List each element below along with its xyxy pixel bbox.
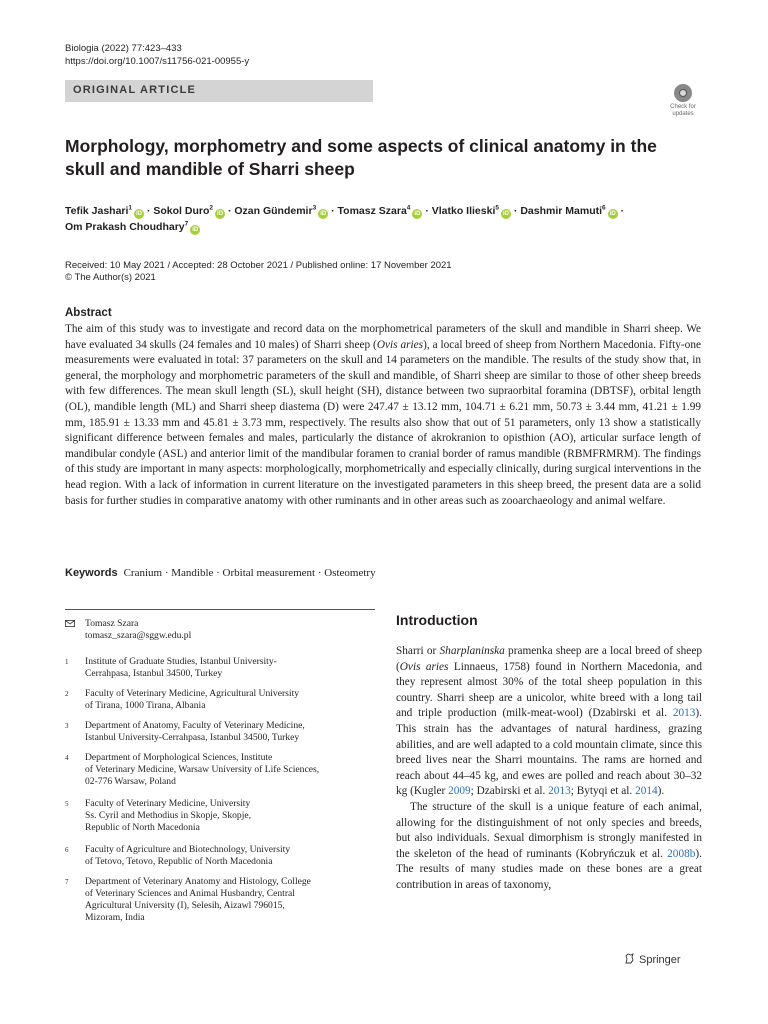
citation-link[interactable]: 2009 [448,785,471,798]
author-name[interactable]: Tomasz Szara [337,205,407,217]
orcid-icon[interactable]: iD [503,211,509,217]
check-updates-icon [674,84,692,102]
citation-link[interactable]: 2014 [635,785,658,798]
author-list: Tefik Jashari$^1$iD · Sokol Duro$^2$iD · Ozan Gündemir$^3$iD · Tomasz Szara$^4$iD · Vlatko Ilieski$^5$iD · Dashmir Mamuti$^6$iD · Om Prakash Choudhary$^7$iD [65,204,625,233]
author-affiliation-mark: 5 [495,204,499,212]
received-accepted-dates: Received: 10 May 2021 / Accepted: 28 October 2021 [65,260,288,271]
author-affiliation-mark: 2 [209,204,214,212]
author-affiliation-mark: 4 [406,204,411,212]
author-affiliation-mark: 6 [602,204,606,212]
check-updates-line2: updates [672,111,694,117]
author-affiliation-mark: 1 [128,204,133,212]
orcid-icon[interactable]: iD [320,211,327,217]
orcid-icon[interactable]: iD [609,211,616,217]
publisher-name: Springer [639,954,681,966]
envelope-icon [65,620,75,627]
orcid-icon[interactable]: iD [217,211,224,217]
author-affiliation-mark: 3 [312,204,317,212]
journal-meta [65,42,249,68]
keywords [65,567,376,579]
journal-citation: Biologia (2022) 77:423–433 [65,43,182,54]
published-date: / Published online: 17 November 2021 [290,260,452,271]
springer-horse-icon [624,953,635,964]
check-for-updates-badge[interactable] [663,82,703,122]
abstract-heading: Abstract [65,307,112,319]
doi-link[interactable]: https://doi.org/10.1007/s11756-021-00955-y [65,56,250,67]
publisher-mark [624,953,681,966]
article-title: Morphology, morphometry and some aspects of clinical anatomy in the skull and mandible of Sharri sheep [65,136,657,179]
author-affiliation-mark: 7 [184,220,189,228]
corresponding-name: Tomasz Szara [85,618,139,629]
species-name: Ovis aries [376,338,424,351]
introduction-text: Sharri or Sharplaninska pramenka sheep are a local breed of sheep (Ovis aries Linnaeus, 1758) found in Northern Macedonia, and they represent almost 30% of the total sheep population in this country. Sharri sheep are a unicolor, white breed with a long tail and triple production (milk-meat-wool) (Dzabirski et al. 2013). This strain has the advantages of natural hardiness, grazing abilities, and are well adapted to a cold mountain climate, since this breed lives near the Sharri mountains. The rams are horned and reach about 44–45 kg, and ewes are polled and reach about 30–32 kg (Kugler 2009; Dzabirski et al. 2013; Bytyqi et al. 2014). The structure of the skull is a unique feature of each animal, allowing for the distinguishment of not only species and breeds, but also individuals. Sexual dimorphism is strongly manifested in the skeleton of the head of ruminants (Kobryńczuk et al. 2008b). The results of many studies made on these bones are a great contribution in areas of taxonomy, [396,645,702,891]
citation-link[interactable]: 2013 [672,707,696,720]
keywords-label: Keywords [65,567,118,579]
author-name[interactable]: Ozan Gündemir [234,205,313,217]
citation-link[interactable]: 2013 [548,785,571,798]
keywords-list: Cranium · Mandible · Orbital measurement · Osteometry [123,567,376,579]
orcid-icon[interactable]: iD [414,211,421,217]
article-type-label: ORIGINAL ARTICLE [73,84,197,96]
article-dates [65,260,452,284]
author-name[interactable]: Vlatko Ilieski [431,205,496,217]
abstract-text: The aim of this study was to investigate and record data on the morphometrical parameters of the skull and mandible in Sharri sheep. We have evaluated 34 skulls (24 females and 10 males) of Sharri sheep (Ovis aries), a local breed of sheep from Northern Macedonia. Fifty-one measurements were evaluated in total: 37 parameters on the skull and 14 parameters on the mandible. The results of the study show that, in general, the morphology and morphometric parameters of the skull and mandible, of Sharri sheep are similar to those of other sheep breeds with few differences. The mean skull length (SL), skull height (SH), distance between two supraorbital foramina (DBTSF), orbital length (OL), mandible length (ML) and Sharri sheep diastema (D) were 247.47 ± 13.12 mm, 104.71 ± 6.21 mm, 50.73 ± 3.44 mm, 41.21 ± 1.99 mm, 185.91 ± 13.33 mm and 45.81 ± 3.73 mm, respectively. The results also show that out of 51 parameters, only 13 show a statistically significant difference between females and males, particularly the distance of akrokranion to opisthion (AO), articular surface length of mandibular condyle (ASL) and anterior limit of the mandibular foramen to cranial border of ramus mandible (RBMFRMRM). The findings of this study are important in many aspects: morphologically, morphometrically and especially clinically, during surgical interventions in the head region. With a lack of information in current literature on the investigated parameters in this sheep breed, the present data are a solid basis for further studies in comparative anatomy with other ruminants and in other areas such as zooarchaeology and animal welfare. [65,323,701,507]
corresponding-email[interactable]: tomasz_szara@sggw.edu.pl [85,630,192,641]
introduction-heading: Introduction [396,612,478,628]
orcid-icon[interactable]: iD [136,211,143,217]
author-name[interactable]: Dashmir Mamuti [520,205,603,217]
check-updates-line1: Check for [670,104,696,110]
author-name[interactable]: Tefik Jashari [65,205,129,217]
article-type-bar [65,80,373,102]
footnote-divider [65,609,375,610]
copyright: © The Author(s) 2021 [65,272,156,283]
orcid-icon[interactable]: iD [192,227,199,233]
citation-link[interactable]: 2008b [667,847,696,860]
author-name[interactable]: Sokol Duro [153,205,210,217]
author-name[interactable]: Om Prakash Choudhary [65,221,185,233]
